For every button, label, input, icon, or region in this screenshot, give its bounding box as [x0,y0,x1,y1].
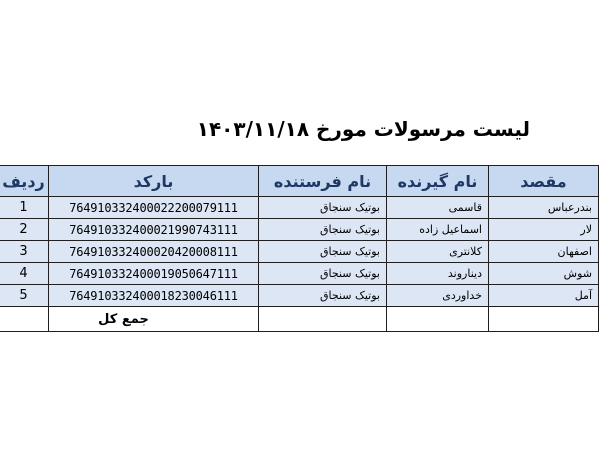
table-row[interactable] [0,285,599,307]
cell-sender[interactable]: بوتیک سنجاق [259,285,387,307]
table-row[interactable] [0,263,599,285]
cell-row-number[interactable]: 1 [0,197,49,219]
cell-row-number[interactable]: 5 [0,285,49,307]
header-row [0,166,599,197]
cell-destination[interactable]: شوش [489,263,599,285]
cell-row-number[interactable]: 3 [0,241,49,263]
cell-destination[interactable]: آمل [489,285,599,307]
cell-sender[interactable]: بوتیک سنجاق [259,241,387,263]
cell-destination[interactable]: لار [489,219,599,241]
header-sender: نام فرستنده [259,166,387,197]
cell-sender[interactable]: بوتیک سنجاق [259,219,387,241]
cell-receiver[interactable]: دیناروند [387,263,489,285]
table-row[interactable] [0,219,599,241]
cell-sender[interactable]: بوتیک سنجاق [259,197,387,219]
cell-barcode[interactable]: 764910332400020420008111 [49,241,259,263]
total-empty-cell[interactable] [259,307,387,332]
cell-sender[interactable]: بوتیک سنجاق [259,263,387,285]
total-row [0,307,599,332]
total-empty-cell[interactable] [0,307,49,332]
cell-row-number[interactable]: 4 [0,263,49,285]
header-row-number: ردیف [0,166,49,197]
cell-barcode[interactable]: 764910332400022200079111 [49,197,259,219]
total-label[interactable]: جمع کل [49,307,259,332]
cell-row-number[interactable]: 2 [0,219,49,241]
shipments-table [0,165,599,332]
page-title: لیست مرسولات مورخ ۱۴۰۳/۱۱/۱۸ [196,117,530,141]
cell-barcode[interactable]: 764910332400019050647111 [49,263,259,285]
cell-receiver[interactable]: اسماعیل زاده [387,219,489,241]
cell-barcode[interactable]: 764910332400018230046111 [49,285,259,307]
table-row[interactable] [0,241,599,263]
header-barcode: بارکد [49,166,259,197]
header-receiver: نام گیرنده [387,166,489,197]
cell-destination[interactable]: اصفهان [489,241,599,263]
total-empty-cell[interactable] [489,307,599,332]
cell-barcode[interactable]: 764910332400021990743111 [49,219,259,241]
cell-receiver[interactable]: کلانتری [387,241,489,263]
total-empty-cell[interactable] [387,307,489,332]
header-destination: مقصد [489,166,599,197]
table-row[interactable] [0,197,599,219]
cell-receiver[interactable]: قاسمی [387,197,489,219]
cell-destination[interactable]: بندرعباس [489,197,599,219]
cell-receiver[interactable]: خداوردی [387,285,489,307]
